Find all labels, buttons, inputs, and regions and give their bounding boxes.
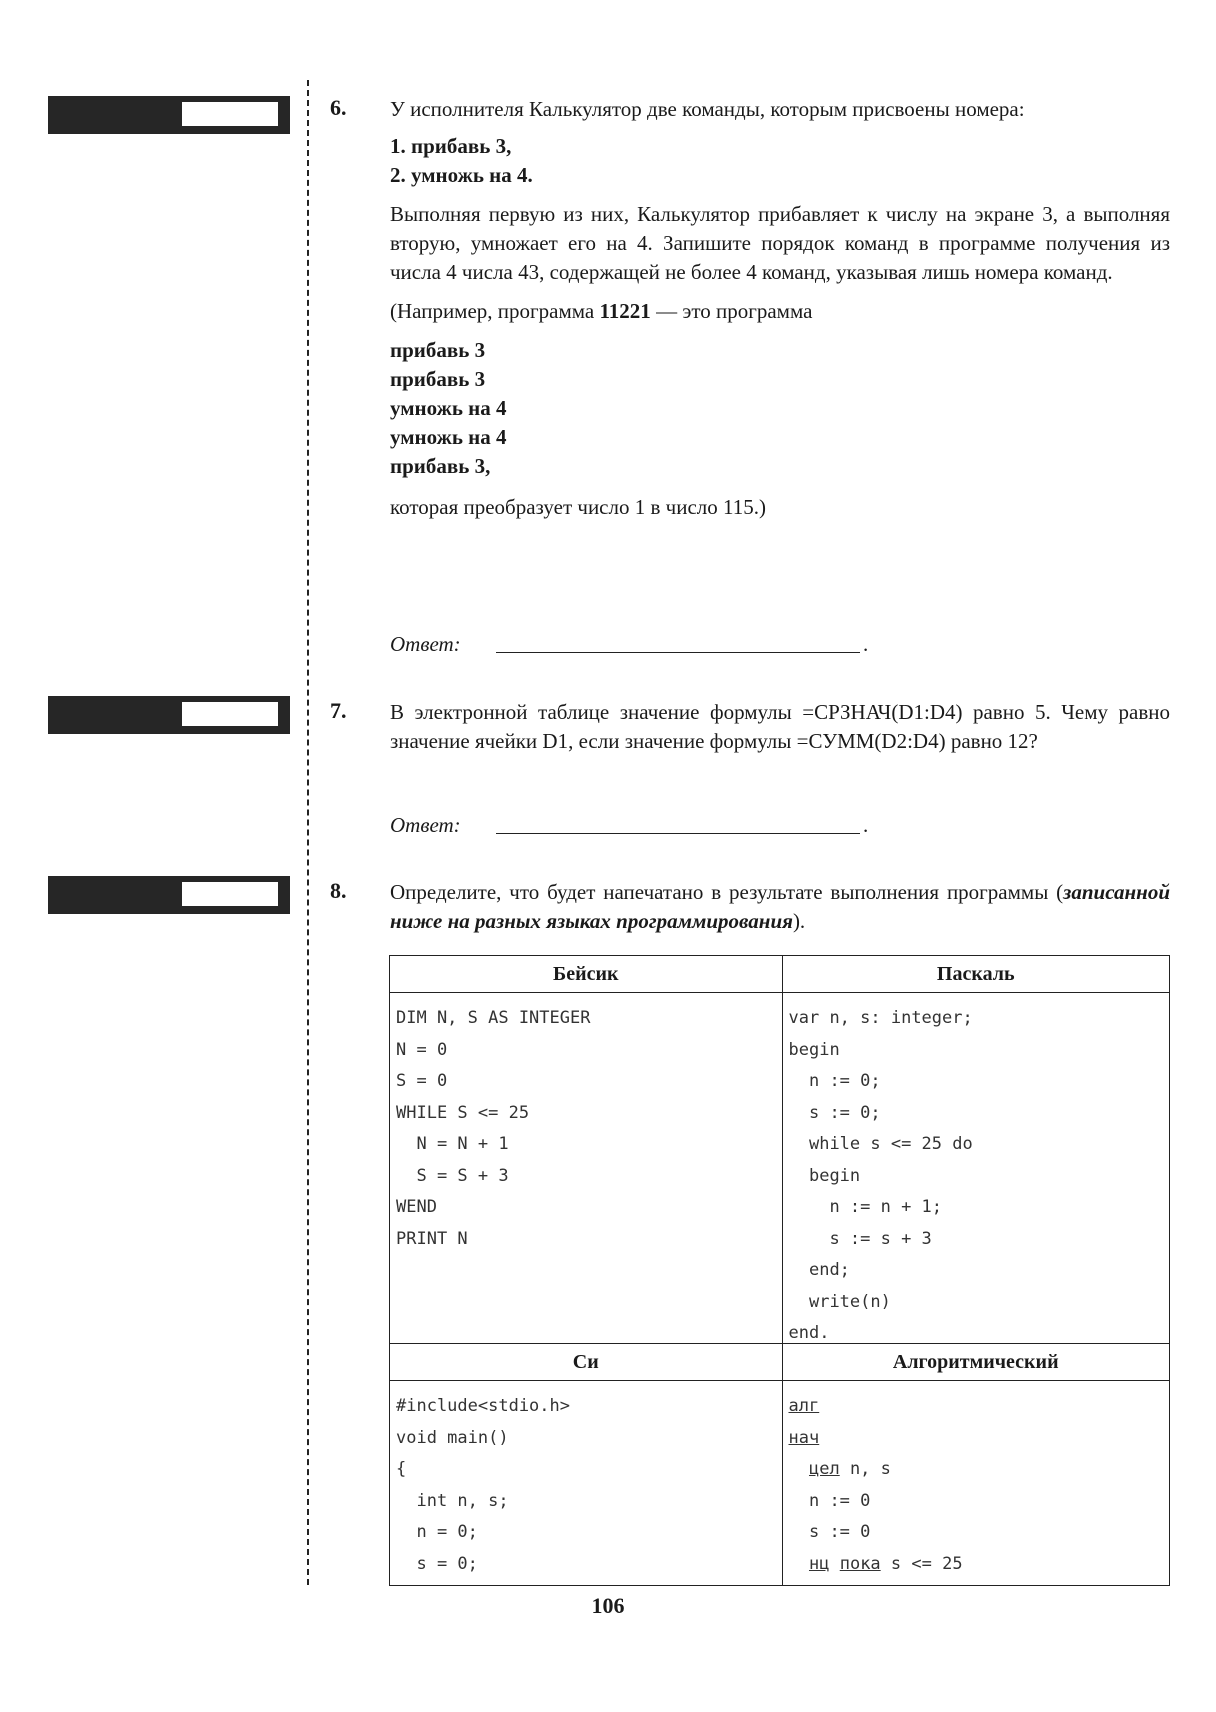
- header-c: Си: [390, 1344, 783, 1381]
- question-7-answer: [390, 813, 869, 838]
- answer-end: .: [863, 813, 869, 837]
- command-1: 1. прибавь 3,: [390, 134, 512, 158]
- code-line: n = 0;: [396, 1522, 478, 1542]
- code-line: S = S + 3: [396, 1165, 509, 1186]
- pascal-code: [783, 993, 1170, 1343]
- question-7-number: 7.: [330, 698, 347, 723]
- question-6-example-intro: [390, 297, 1170, 326]
- page-number: 106: [591, 1593, 625, 1618]
- question-8-text-a: Определите, что будет напечатано в результате выполнения программы (: [390, 880, 1064, 904]
- code-line: WHILE S <= 25: [396, 1102, 530, 1123]
- question-6-body: [390, 95, 1170, 522]
- code-line: s := 0;: [788, 1102, 881, 1123]
- answer-box-6-field[interactable]: [182, 102, 278, 126]
- pascal-code-cell: [782, 993, 1170, 1344]
- keyword-nach: нач: [788, 1427, 820, 1448]
- question-6-text: Выполняя первую из них, Калькулятор прибавляет к числу на экране 3, а выполняя вторую, умножает его на 4. Запишите порядок команд в программе получения из числа 4 числа 43, содержащей не более 4 команд, указывая лишь номера команд.: [390, 202, 1170, 284]
- question-7-text: В электронной таблице значение формулы =СРЗНАЧ(D1:D4) равно 5. Чему равно значение ячейки D1, если значение формулы =СУММ(D2:D4) равно 12?: [390, 700, 1170, 753]
- keyword-alg: алг: [788, 1396, 820, 1416]
- algorithmic-code: [783, 1381, 1170, 1585]
- loop-rest: s <= 25: [880, 1553, 963, 1574]
- answer-line-6[interactable]: [496, 652, 860, 653]
- code-line: while s <= 25 do: [788, 1134, 973, 1154]
- code-line: end;: [788, 1260, 850, 1280]
- code-line: int n, s;: [396, 1490, 509, 1511]
- question-6-example-outro: которая преобразует число 1 в число 115.): [390, 495, 766, 519]
- keyword-cel: цел: [808, 1459, 840, 1479]
- answer-box-8-field[interactable]: [182, 882, 278, 906]
- code-line: {: [396, 1459, 407, 1479]
- question-6-intro: У исполнителя Калькулятор две команды, которым присвоены номера:: [390, 97, 1025, 121]
- question-6-commands: [390, 132, 1170, 190]
- c-code-cell: [390, 1381, 783, 1586]
- answer-box-7: [48, 696, 290, 734]
- example-line: прибавь 3: [390, 367, 486, 391]
- answer-label: Ответ:: [390, 632, 461, 656]
- answer-box-6: [48, 96, 290, 134]
- c-code: [390, 1381, 782, 1585]
- cut-line: [307, 80, 309, 1585]
- question-6-number: 6.: [330, 95, 347, 120]
- keyword-nc: нц: [808, 1553, 830, 1574]
- code-line: S = 0: [396, 1071, 448, 1091]
- question-6-answer: [390, 632, 869, 657]
- command-2: 2. умножь на 4.: [390, 163, 533, 187]
- question-8-text-b: ).: [792, 909, 806, 933]
- example-program-lines: [390, 336, 1170, 481]
- question-8-text: [390, 878, 1170, 936]
- code-line: PRINT N: [396, 1228, 468, 1249]
- question-7-body: [390, 698, 1170, 756]
- question-8-number: 8.: [330, 878, 347, 903]
- question-8-body: [390, 878, 1170, 936]
- keyword-poka: пока: [839, 1553, 881, 1574]
- example-line: прибавь 3,: [390, 454, 491, 478]
- example-line: прибавь 3: [390, 338, 486, 362]
- basic-code: [390, 993, 782, 1343]
- code-line: s := 0: [788, 1522, 871, 1542]
- code-line: N = N + 1: [396, 1134, 509, 1154]
- code-line: DIM N, S AS INTEGER: [396, 1008, 591, 1028]
- code-line: #include<stdio.h>: [396, 1396, 570, 1416]
- decl-rest: n, s: [839, 1459, 891, 1479]
- code-line: void main(): [396, 1427, 509, 1448]
- header-pascal: Паскаль: [782, 956, 1170, 993]
- code-line: N = 0: [396, 1039, 448, 1060]
- answer-box-8: [48, 876, 290, 914]
- answer-box-7-field[interactable]: [182, 702, 278, 726]
- header-algorithmic: Алгоритмический: [782, 1344, 1170, 1381]
- example-program: 11221: [599, 299, 651, 323]
- example-line: умножь на 4: [390, 396, 507, 420]
- code-line: n := 0;: [788, 1071, 881, 1091]
- example-intro-b: — это программа: [650, 299, 813, 323]
- code-line: [789, 1454, 1164, 1486]
- code-line: s = 0;: [396, 1553, 478, 1574]
- code-line: begin: [788, 1165, 861, 1186]
- code-table: [389, 955, 1170, 1586]
- code-line: end.: [788, 1323, 830, 1343]
- answer-line-7[interactable]: [496, 833, 860, 834]
- algorithmic-code-cell: [782, 1381, 1170, 1586]
- code-line: var n, s: integer;: [788, 1008, 973, 1028]
- code-line: [789, 1423, 1164, 1455]
- code-line: s := s + 3: [788, 1228, 932, 1249]
- code-line: n := n + 1;: [788, 1197, 943, 1217]
- example-line: умножь на 4: [390, 425, 507, 449]
- code-line: begin: [788, 1039, 840, 1060]
- code-line: [789, 1391, 1164, 1423]
- code-line: [789, 1549, 1164, 1581]
- basic-code-cell: [390, 993, 783, 1344]
- code-line: WEND: [396, 1197, 437, 1217]
- code-line: n := 0: [788, 1490, 871, 1511]
- header-basic: Бейсик: [390, 956, 783, 993]
- answer-end: .: [863, 632, 869, 656]
- answer-label: Ответ:: [390, 813, 461, 837]
- question-8-text-italic: записанной ниже на разных языках программирования: [390, 880, 1170, 933]
- example-intro-a: (Например, программа: [390, 299, 600, 323]
- code-line: write(n): [788, 1291, 891, 1312]
